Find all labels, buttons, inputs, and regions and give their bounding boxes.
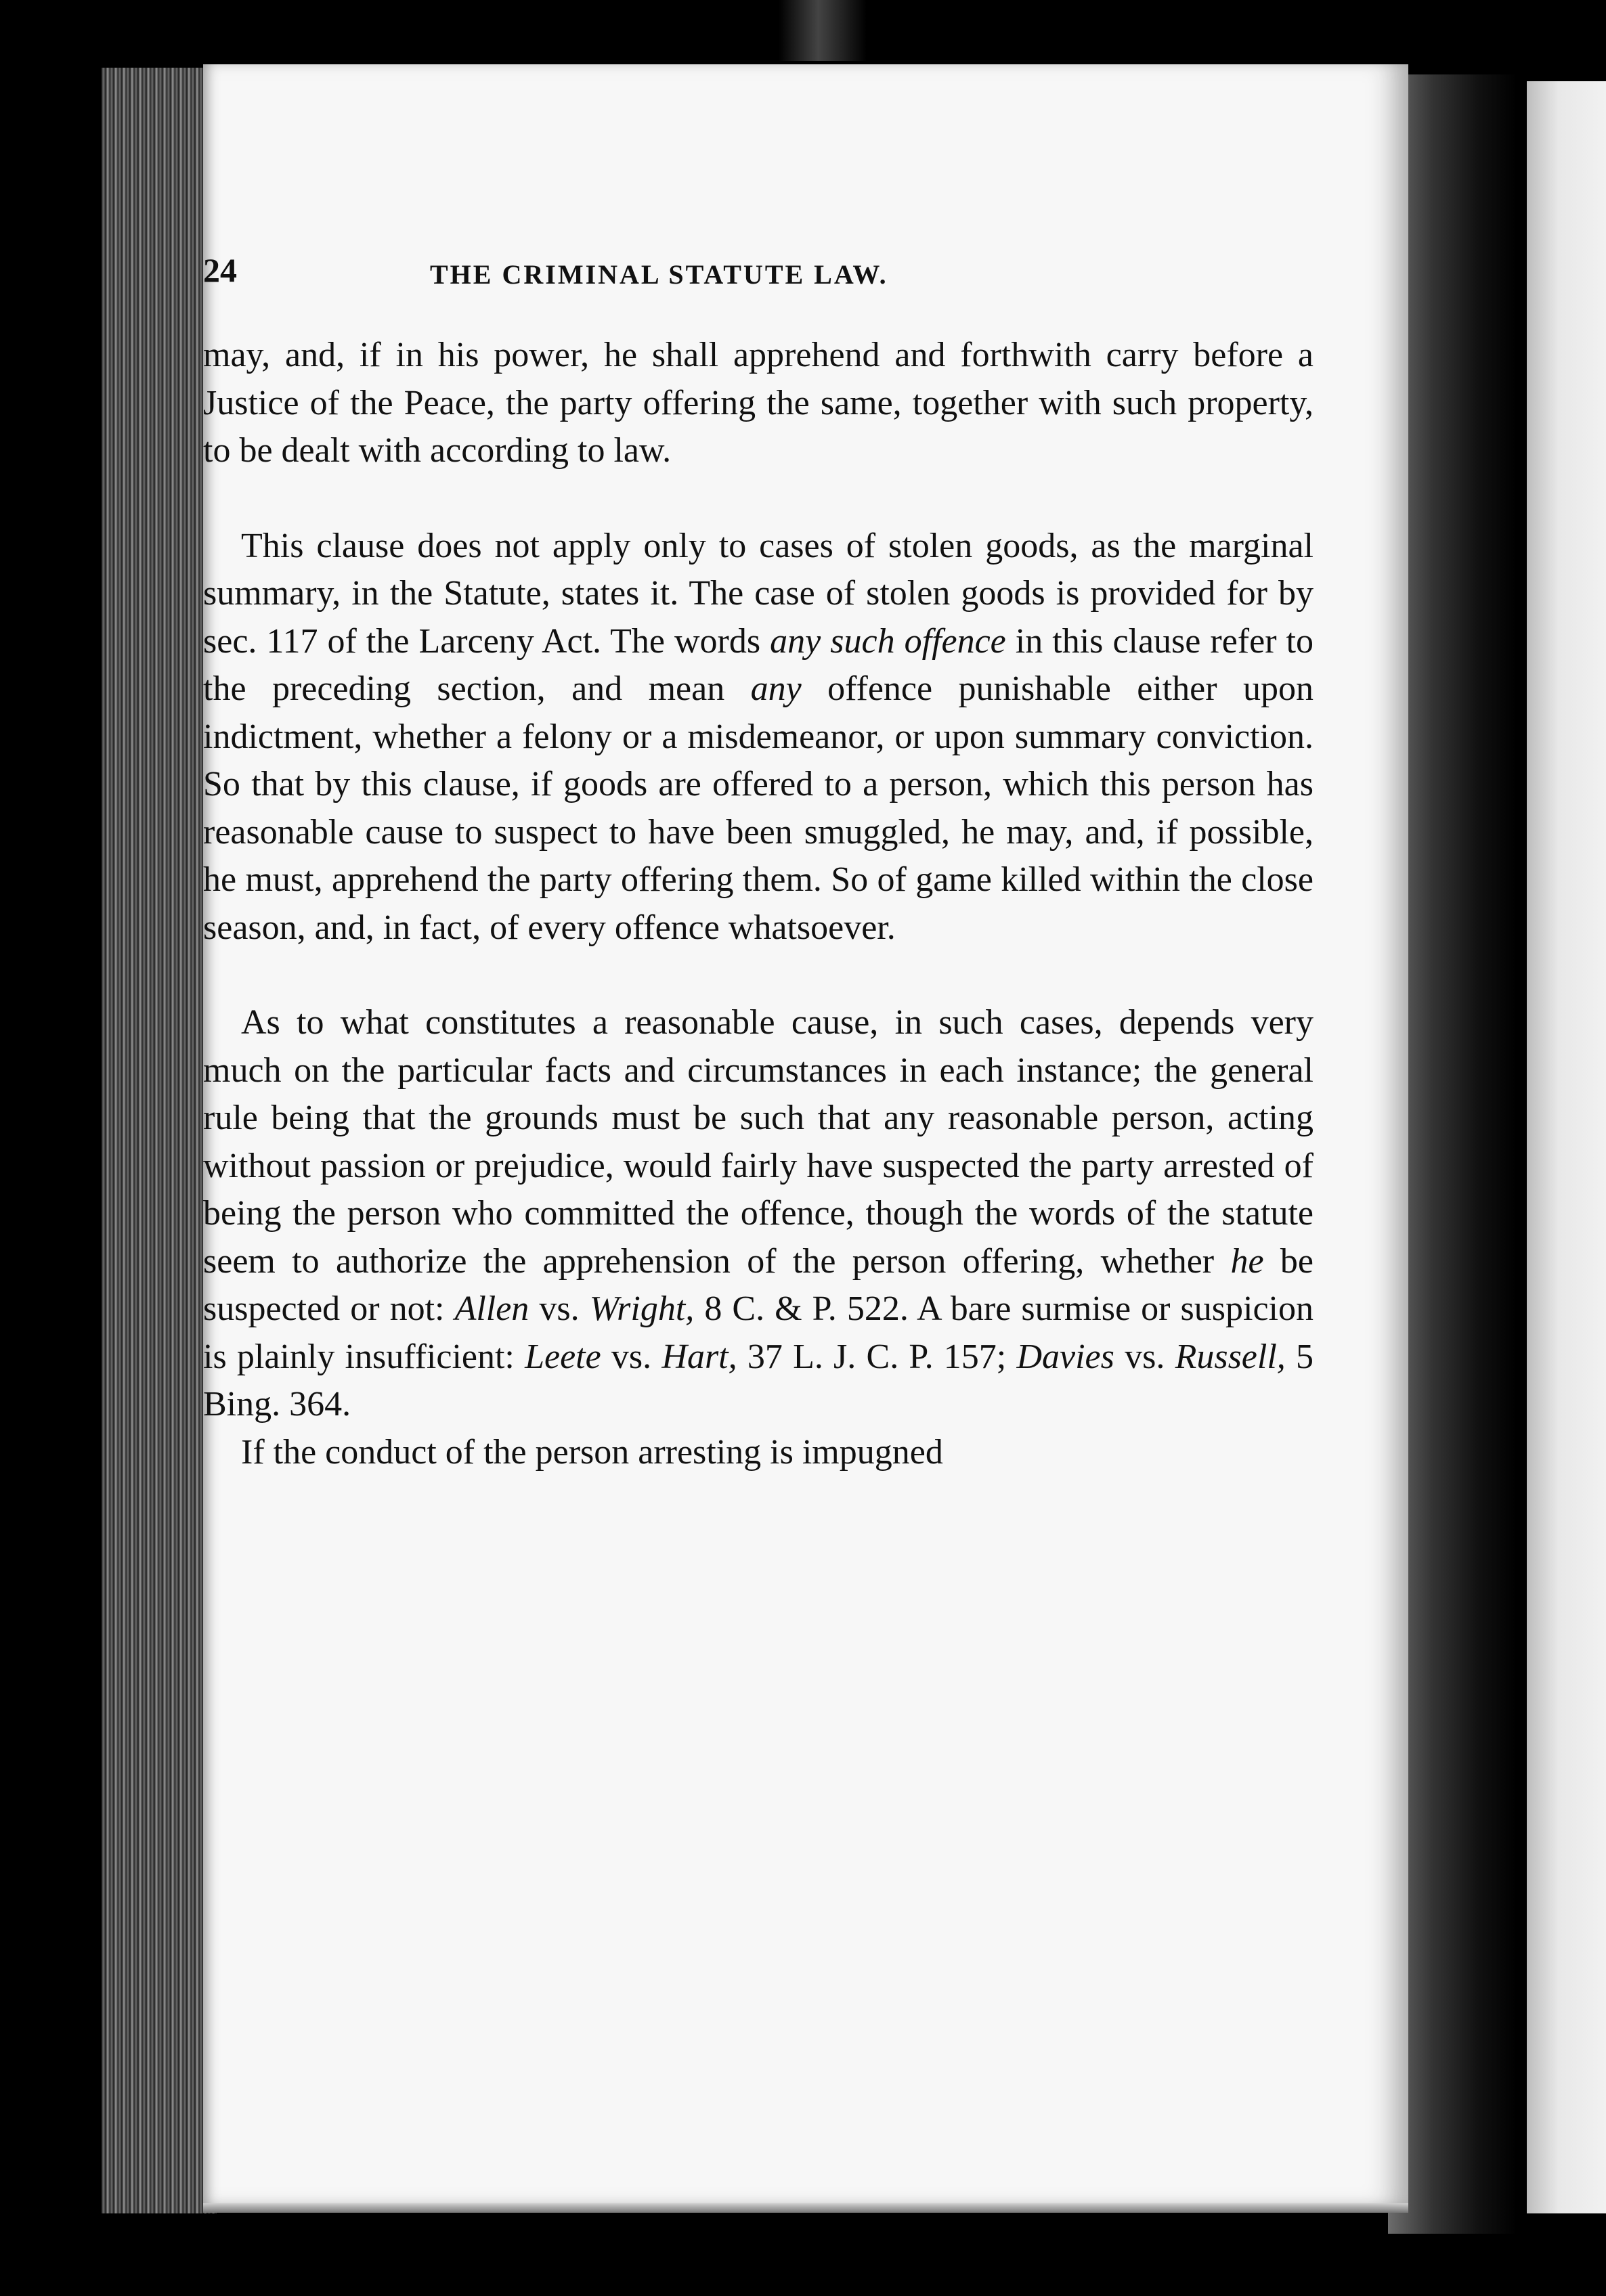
paragraph-1: [203, 332, 1314, 475]
body-text: [203, 332, 1314, 1476]
paragraph-2: [203, 523, 1314, 952]
case-name-allen: Allen: [454, 1289, 529, 1328]
paragraph-2-italic-2: any: [750, 669, 802, 708]
binding-shadow: [779, 0, 867, 61]
case-name-russell: Russell,: [1175, 1337, 1286, 1376]
page-stack-edge: [102, 68, 217, 2213]
paragraph-3-text-e: vs.: [601, 1337, 662, 1376]
paragraph-4-text: If the conduct of the person arresting is impugned: [241, 1432, 943, 1472]
paragraph-2-italic-1: any such offence: [770, 621, 1006, 661]
paragraph-2-text-b: in this clause refer to the preceding section, and mean: [203, 621, 1314, 708]
paragraph-3-text-a: As to what constitutes a reasonable cause, in such cases, depends very much on the particular facts and circumstances in each instance; the general rule being that the grounds must be such that any reasonable person, acting without passion or prejudice, would fairly have suspected the party arrested of being the person who committed the offence, though the words of the statute seem to authorize the apprehension of the person offering, whether: [203, 1003, 1314, 1281]
paragraph-3-text-f: 37 L. J. C. P. 157;: [737, 1337, 1017, 1376]
paragraph-2-text-a: This clause does not apply only to cases of stolen goods, as the marginal summary, in the Statute, states it. The case of stolen goods is provided for by sec. 117 of the Larceny Act. The words: [203, 526, 1314, 661]
running-head: [203, 250, 1314, 305]
paragraph-3-italic-he: he: [1230, 1241, 1264, 1281]
page-number: 24: [203, 251, 237, 289]
running-title: THE CRIMINAL STATUTE LAW.: [430, 259, 888, 290]
paragraph-3-text-c: vs.: [529, 1289, 590, 1328]
paragraph-3-text-h: 5 Bing. 364.: [203, 1337, 1314, 1423]
page-bottom-edge: [203, 2203, 1408, 2213]
case-name-leete: Leete: [525, 1337, 601, 1376]
case-name-wright: Wright,: [589, 1289, 695, 1328]
case-name-hart: Hart,: [661, 1337, 737, 1376]
paragraph-1-text: may, and, if in his power, he shall apprehend and forthwith carry before a Justice of the Peace, the party offering the same, together with such property, to be dealt with according to law.: [203, 336, 1314, 470]
paragraph-3-text-d: 8 C. & P. 522. A bare surmise or suspicion is plainly insufficient:: [203, 1289, 1314, 1376]
paragraph-4: [203, 1429, 1314, 1477]
next-page-edge: [1527, 81, 1606, 2213]
paragraph-2-text-c: offence punishable either upon indictment, whether a felony or a misdemeanor, or upon summary conviction. So that by this clause, if goods are offered to a person, which this person has reasonable cause to suspect to have been smuggled, he may, and, if possible, he must, apprehend the party offering them. So of game killed within the close season, and, in fact, of every offence whatsoever.: [203, 669, 1314, 947]
paragraph-3-text-b: be suspected or not:: [203, 1241, 1314, 1328]
page-content: [203, 250, 1314, 1476]
paragraph-3-text-g: vs.: [1114, 1337, 1175, 1376]
case-name-davies: Davies: [1016, 1337, 1114, 1376]
paragraph-3: [203, 999, 1314, 1429]
